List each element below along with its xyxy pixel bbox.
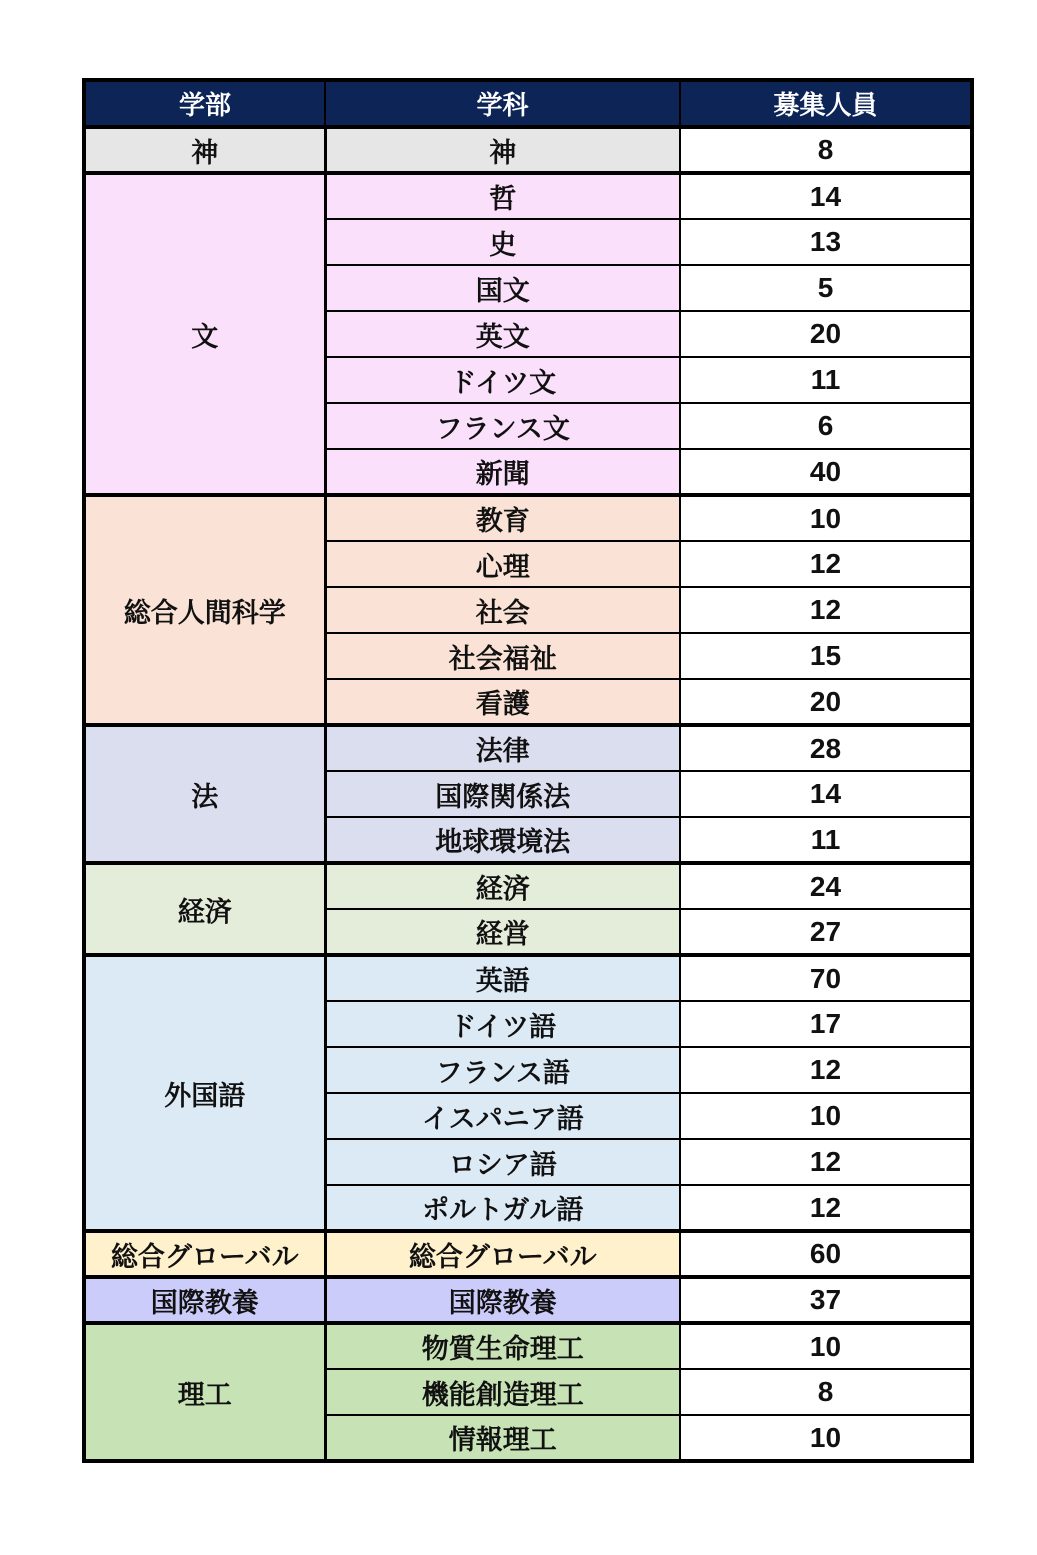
department-cell: 総合グローバル [325, 1231, 680, 1277]
capacity-cell: 12 [680, 1047, 972, 1093]
capacity-cell: 12 [680, 1185, 972, 1231]
capacity-cell: 40 [680, 449, 972, 495]
capacity-cell: 14 [680, 771, 972, 817]
department-cell: 社会 [325, 587, 680, 633]
faculty-group [84, 127, 972, 173]
faculty-cell: 経済 [84, 863, 325, 955]
capacity-cell: 13 [680, 219, 972, 265]
capacity-cell: 6 [680, 403, 972, 449]
capacity-cell: 70 [680, 955, 972, 1001]
department-cell: 国文 [325, 265, 680, 311]
header-faculty: 学部 [84, 80, 325, 127]
capacity-cell: 27 [680, 909, 972, 955]
department-cell: 看護 [325, 679, 680, 725]
capacity-cell: 10 [680, 1415, 972, 1461]
department-cell: 神 [325, 127, 680, 173]
faculty-group [84, 725, 972, 863]
table-row [84, 863, 972, 909]
faculty-cell: 総合人間科学 [84, 495, 325, 725]
header-department: 学科 [325, 80, 680, 127]
faculty-cell: 神 [84, 127, 325, 173]
department-cell: ドイツ語 [325, 1001, 680, 1047]
faculty-group [84, 1277, 972, 1323]
capacity-cell: 14 [680, 173, 972, 219]
department-cell: 機能創造理工 [325, 1369, 680, 1415]
department-cell: フランス文 [325, 403, 680, 449]
department-cell: 新聞 [325, 449, 680, 495]
department-cell: 国際関係法 [325, 771, 680, 817]
department-cell: ロシア語 [325, 1139, 680, 1185]
capacity-cell: 28 [680, 725, 972, 771]
capacity-cell: 17 [680, 1001, 972, 1047]
department-cell: 英文 [325, 311, 680, 357]
capacity-cell: 10 [680, 1093, 972, 1139]
capacity-cell: 10 [680, 1323, 972, 1369]
faculty-group [84, 955, 972, 1231]
department-cell: イスパニア語 [325, 1093, 680, 1139]
capacity-cell: 12 [680, 1139, 972, 1185]
capacity-cell: 11 [680, 357, 972, 403]
department-cell: ポルトガル語 [325, 1185, 680, 1231]
faculty-cell: 総合グローバル [84, 1231, 325, 1277]
faculty-group [84, 1323, 972, 1461]
capacity-cell: 37 [680, 1277, 972, 1323]
table-row [84, 1277, 972, 1323]
department-cell: 経営 [325, 909, 680, 955]
capacity-cell: 12 [680, 587, 972, 633]
capacity-cell: 11 [680, 817, 972, 863]
department-cell: 地球環境法 [325, 817, 680, 863]
table-row [84, 955, 972, 1001]
capacity-cell: 5 [680, 265, 972, 311]
table-row [84, 495, 972, 541]
header-capacity: 募集人員 [680, 80, 972, 127]
department-cell: 英語 [325, 955, 680, 1001]
capacity-cell: 15 [680, 633, 972, 679]
department-cell: 哲 [325, 173, 680, 219]
table-row [84, 1231, 972, 1277]
department-cell: 心理 [325, 541, 680, 587]
department-cell: 教育 [325, 495, 680, 541]
faculty-cell: 文 [84, 173, 325, 495]
table-row [84, 127, 972, 173]
faculty-cell: 国際教養 [84, 1277, 325, 1323]
capacity-cell: 8 [680, 127, 972, 173]
table-row [84, 1323, 972, 1369]
capacity-cell: 8 [680, 1369, 972, 1415]
faculty-group [84, 495, 972, 725]
department-cell: フランス語 [325, 1047, 680, 1093]
department-cell: 史 [325, 219, 680, 265]
department-cell: 社会福祉 [325, 633, 680, 679]
capacity-cell: 60 [680, 1231, 972, 1277]
department-cell: ドイツ文 [325, 357, 680, 403]
table-header [84, 80, 972, 127]
faculty-cell: 外国語 [84, 955, 325, 1231]
department-cell: 物質生命理工 [325, 1323, 680, 1369]
department-cell: 法律 [325, 725, 680, 771]
faculty-group [84, 1231, 972, 1277]
header-row [84, 80, 972, 127]
table-row [84, 725, 972, 771]
table-row [84, 173, 972, 219]
capacity-cell: 24 [680, 863, 972, 909]
department-cell: 情報理工 [325, 1415, 680, 1461]
department-cell: 経済 [325, 863, 680, 909]
department-cell: 国際教養 [325, 1277, 680, 1323]
capacity-cell: 20 [680, 679, 972, 725]
capacity-cell: 12 [680, 541, 972, 587]
faculty-group [84, 863, 972, 955]
faculty-group [84, 173, 972, 495]
faculty-cell: 理工 [84, 1323, 325, 1461]
faculty-cell: 法 [84, 725, 325, 863]
recruitment-table [82, 78, 974, 1463]
capacity-cell: 10 [680, 495, 972, 541]
capacity-cell: 20 [680, 311, 972, 357]
